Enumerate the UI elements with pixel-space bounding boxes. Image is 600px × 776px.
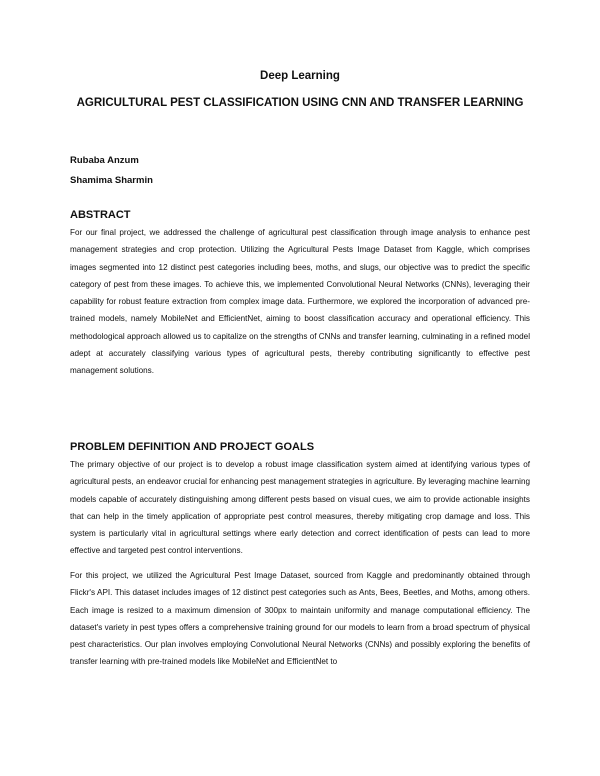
section-heading-problem-definition: PROBLEM DEFINITION AND PROJECT GOALS — [70, 441, 315, 453]
author-name: Shamima Sharmin — [70, 175, 153, 186]
author-name: Rubaba Anzum — [70, 155, 139, 166]
body-paragraph: For this project, we utilized the Agricultural Pest Image Dataset, sourced from Kaggle and predominantly obtained through Flickr's API. This dataset includes images of 12 distinct pest categories such as Ants, Bees, Beetles, and Moths, among others. Each image is resized to a maximum dimension of 300px to maintain uniformity and manage computational efficiency. The dataset's variety in pest types offers a comprehensive training ground for our models to learn from a broad spectrum of physical pest characteristics. Our plan involves employing Convolutional Neural Networks (CNNs) and possibly exploring the benefits of transfer learning with pre-trained models like MobileNet and EfficientNet to — [70, 571, 530, 667]
course-name: Deep Learning — [260, 70, 340, 82]
abstract-paragraph: For our final project, we addressed the challenge of agricultural pest classification through image analysis to enhance pest management strategies and crop protection. Utilizing the Agricultural Pests Image Dataset from Kaggle, which comprises images segmented into 12 distinct pest categories including bees, moths, and slugs, our objective was to predict the specific category of pest from these images. To achieve this, we implemented Convolutional Neural Networks (CNNs), leveraging their capability for robust feature extraction from complex image data. Furthermore, we explored the incorporation of advanced pre-trained models, namely MobileNet and EfficientNet, aiming to boost classification accuracy and operational efficiency. This methodological approach allowed us to capitalize on the strengths of CNNs and transfer learning, culminating in a refined model adept at accurately classifying various types of agricultural pests, thereby contributing significantly to effective pest management solutions. — [70, 228, 530, 376]
paper-title: AGRICULTURAL PEST CLASSIFICATION USING CNN AND TRANSFER LEARNING — [76, 97, 524, 109]
section-heading-abstract: ABSTRACT — [70, 209, 131, 221]
body-paragraph: The primary objective of our project is to develop a robust image classification system aimed at identifying various types of agricultural pests, an endeavor crucial for enhancing pest management strategies in agriculture. By leveraging machine learning models capable of accurately distinguishing among different pests based on visual cues, we aim to provide actionable insights that can help in the timely application of appropriate pest control measures, thereby mitigating crop damage and loss. This system is particularly vital in agricultural settings where early detection and correct identification of pests can lead to more effective and targeted pest control interventions. — [70, 460, 530, 556]
